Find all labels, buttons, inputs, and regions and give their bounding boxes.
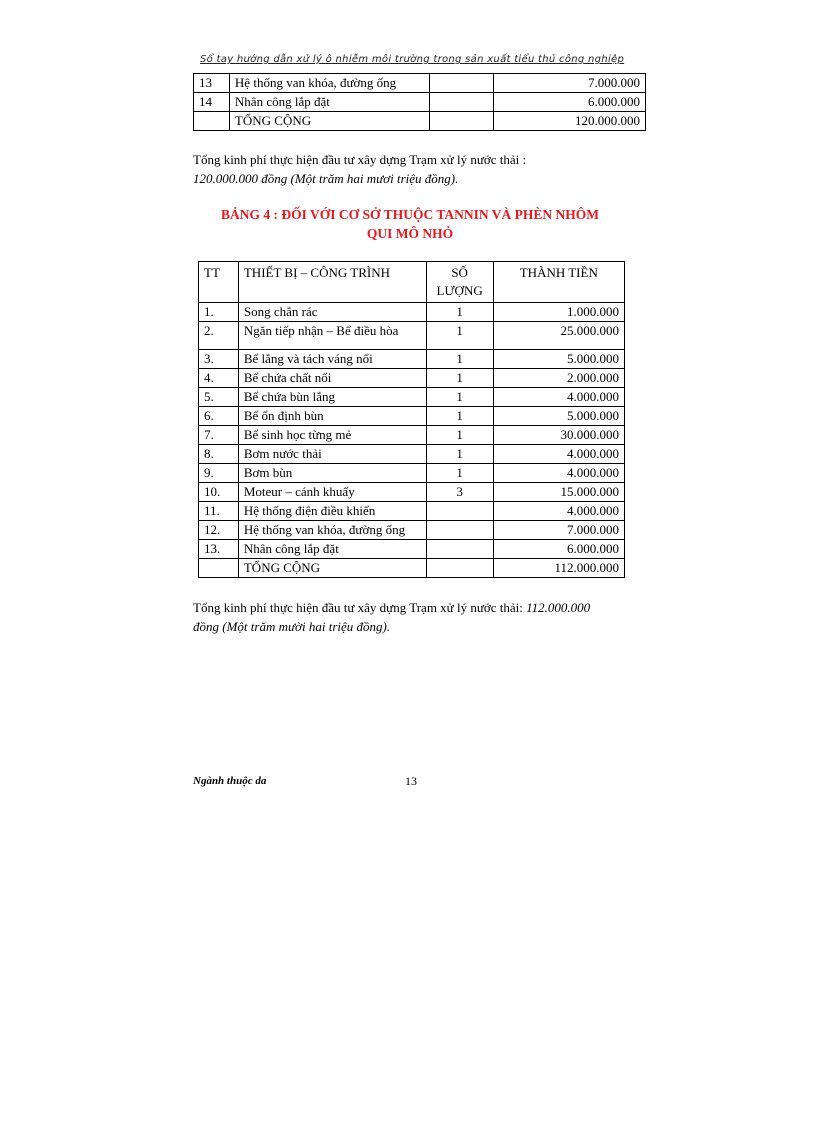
table-row bbox=[199, 502, 625, 521]
row-item-name: Nhân công lắp đặt bbox=[229, 93, 429, 112]
total-cost-line-2: Tổng kinh phí thực hiện đầu tư xây dựng Trạm xử lý nước thải: bbox=[193, 600, 527, 615]
table-row bbox=[199, 303, 625, 322]
table-row bbox=[199, 445, 625, 464]
row-item-name: Bơm nước thải bbox=[238, 445, 426, 464]
row-quantity: 1 bbox=[426, 322, 493, 350]
row-amount: 120.000.000 bbox=[494, 112, 646, 131]
row-item-name: Hệ thống điện điều khiển bbox=[238, 502, 426, 521]
row-number: 12. bbox=[199, 521, 239, 540]
table4-title-line2: QUI MÔ NHỎ bbox=[366, 226, 454, 241]
table-row bbox=[194, 74, 646, 93]
row-quantity bbox=[429, 93, 494, 112]
row-item-name: Bể sinh học từng mẻ bbox=[238, 426, 426, 445]
row-amount: 4.000.000 bbox=[493, 388, 624, 407]
row-amount: 2.000.000 bbox=[493, 369, 624, 388]
row-number: 9. bbox=[199, 464, 239, 483]
row-quantity: 1 bbox=[426, 445, 493, 464]
row-item-name: TỔNG CỘNG bbox=[238, 559, 426, 578]
row-amount: 112.000.000 bbox=[493, 559, 624, 578]
row-amount: 6.000.000 bbox=[494, 93, 646, 112]
row-number: 2. bbox=[199, 322, 239, 350]
header-equipment: THIẾT BỊ – CÔNG TRÌNH bbox=[238, 262, 426, 303]
row-quantity: 1 bbox=[426, 350, 493, 369]
continued-cost-table bbox=[193, 73, 646, 131]
row-number bbox=[199, 559, 239, 578]
table-row bbox=[199, 369, 625, 388]
table-row bbox=[199, 464, 625, 483]
table-row bbox=[194, 112, 646, 131]
running-header: Sổ tay hướng dẫn xử lý ô nhiễm môi trường trong sản xuất tiểu thủ công nghiệp bbox=[200, 54, 625, 65]
row-item-name: TỔNG CỘNG bbox=[229, 112, 429, 131]
row-item-name: Bể lắng và tách váng nổi bbox=[238, 350, 426, 369]
row-quantity bbox=[426, 502, 493, 521]
header-quantity-line2: LƯỢNG bbox=[436, 283, 483, 298]
row-number bbox=[194, 112, 230, 131]
row-item-name: Moteur – cánh khuấy bbox=[238, 483, 426, 502]
row-amount: 5.000.000 bbox=[493, 350, 624, 369]
table-row bbox=[199, 540, 625, 559]
row-number: 5. bbox=[199, 388, 239, 407]
row-amount: 5.000.000 bbox=[493, 407, 624, 426]
total-cost-paragraph-2 bbox=[193, 598, 590, 636]
row-quantity: 1 bbox=[426, 464, 493, 483]
row-number: 13. bbox=[199, 540, 239, 559]
row-amount: 4.000.000 bbox=[493, 464, 624, 483]
row-amount: 6.000.000 bbox=[493, 540, 624, 559]
row-quantity bbox=[429, 112, 494, 131]
table-row bbox=[199, 559, 625, 578]
table-row bbox=[199, 407, 625, 426]
row-number: 7. bbox=[199, 426, 239, 445]
row-amount: 15.000.000 bbox=[493, 483, 624, 502]
table-row bbox=[199, 426, 625, 445]
row-quantity bbox=[426, 540, 493, 559]
row-item-name: Ngăn tiếp nhận – Bể điều hòa bbox=[238, 322, 426, 350]
row-quantity: 1 bbox=[426, 303, 493, 322]
row-quantity: 1 bbox=[426, 369, 493, 388]
total-cost-amount-2: 112.000.000 bbox=[526, 600, 591, 615]
table-row bbox=[199, 350, 625, 369]
table4-title bbox=[190, 205, 630, 243]
row-amount: 4.000.000 bbox=[493, 502, 624, 521]
row-quantity bbox=[429, 74, 494, 93]
total-cost-paragraph-1 bbox=[193, 150, 526, 188]
table-row bbox=[199, 322, 625, 350]
row-item-name: Bể chứa chất nổi bbox=[238, 369, 426, 388]
row-item-name: Hệ thống van khóa, đường ống bbox=[229, 74, 429, 93]
row-quantity: 3 bbox=[426, 483, 493, 502]
row-number: 3. bbox=[199, 350, 239, 369]
row-amount: 1.000.000 bbox=[493, 303, 624, 322]
header-quantity-line1: SỐ bbox=[451, 265, 468, 280]
footer-section-name: Ngành thuộc da bbox=[193, 775, 267, 787]
equipment-cost-table bbox=[198, 261, 625, 578]
table-row bbox=[199, 521, 625, 540]
row-amount: 30.000.000 bbox=[493, 426, 624, 445]
row-number: 8. bbox=[199, 445, 239, 464]
row-quantity: 1 bbox=[426, 426, 493, 445]
table-row bbox=[199, 388, 625, 407]
row-amount: 7.000.000 bbox=[493, 521, 624, 540]
page-number: 13 bbox=[405, 774, 417, 788]
header-amount: THÀNH TIỀN bbox=[493, 262, 624, 303]
table-header-row bbox=[199, 262, 625, 303]
row-item-name: Bơm bùn bbox=[238, 464, 426, 483]
table-row bbox=[199, 483, 625, 502]
total-cost-words-2: đồng (Một trăm mười hai triệu đồng). bbox=[193, 619, 391, 634]
row-number: 10. bbox=[199, 483, 239, 502]
row-item-name: Bể chứa bùn lắng bbox=[238, 388, 426, 407]
row-item-name: Bể ổn định bùn bbox=[238, 407, 426, 426]
total-cost-line: Tổng kinh phí thực hiện đầu tư xây dựng Trạm xử lý nước thải : bbox=[193, 152, 527, 167]
row-amount: 4.000.000 bbox=[493, 445, 624, 464]
table-row bbox=[194, 93, 646, 112]
row-number: 11. bbox=[199, 502, 239, 521]
row-item-name: Hệ thống van khóa, đường ống bbox=[238, 521, 426, 540]
header-tt: TT bbox=[199, 262, 239, 303]
row-number: 6. bbox=[199, 407, 239, 426]
total-cost-amount-line: 120.000.000 đồng (Một trăm hai mươi triệu đồng). bbox=[193, 171, 459, 186]
row-quantity: 1 bbox=[426, 407, 493, 426]
row-quantity: 1 bbox=[426, 388, 493, 407]
row-amount: 7.000.000 bbox=[494, 74, 646, 93]
row-amount: 25.000.000 bbox=[493, 322, 624, 350]
row-quantity bbox=[426, 559, 493, 578]
row-quantity bbox=[426, 521, 493, 540]
row-item-name: Song chắn rác bbox=[238, 303, 426, 322]
row-number: 14 bbox=[194, 93, 230, 112]
header-quantity bbox=[426, 262, 493, 303]
row-number: 4. bbox=[199, 369, 239, 388]
row-item-name: Nhân công lắp đặt bbox=[238, 540, 426, 559]
table4-title-line1: BẢNG 4 : ĐỐI VỚI CƠ SỞ THUỘC TANNIN VÀ PHÈN NHÔM bbox=[221, 207, 599, 222]
row-number: 13 bbox=[194, 74, 230, 93]
row-number: 1. bbox=[199, 303, 239, 322]
